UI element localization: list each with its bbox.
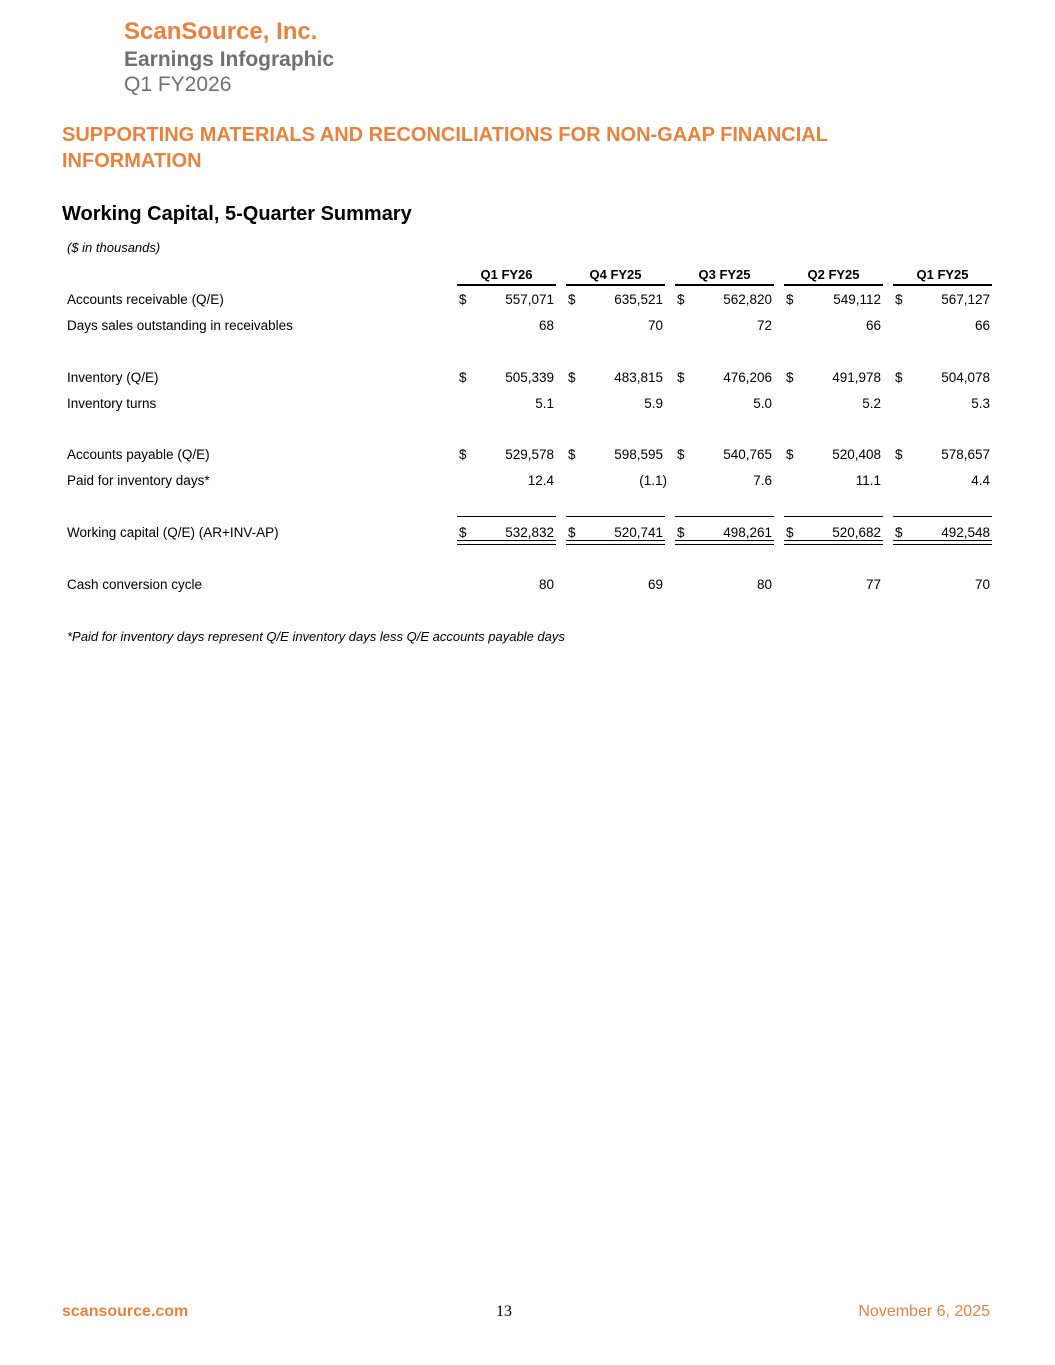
table-cell: 5.3 — [971, 396, 990, 411]
currency-symbol: $ — [677, 292, 685, 307]
table-cell: 504,078 — [941, 370, 990, 385]
table-cell: 476,206 — [723, 370, 772, 385]
table-cell: 5.0 — [753, 396, 772, 411]
table-cell: 70 — [647, 318, 663, 333]
currency-symbol: $ — [786, 370, 794, 385]
column-header: Q1 FY26 — [457, 267, 556, 286]
company-name: ScanSource, Inc. — [124, 18, 318, 45]
table-cell: 5.9 — [644, 396, 663, 411]
column-header: Q4 FY25 — [566, 267, 665, 286]
table-cell: (1.1) — [639, 473, 667, 488]
currency-symbol: $ — [786, 292, 794, 307]
currency-symbol: $ — [786, 447, 794, 462]
row-label: Working capital (Q/E) (AR+INV-AP) — [67, 525, 279, 540]
table-cell: 540,765 — [723, 447, 772, 462]
table-cell: 7.6 — [753, 473, 772, 488]
table-cell: 520,741 — [614, 525, 663, 540]
table-cell: 80 — [538, 577, 554, 592]
table-cell: 562,820 — [723, 292, 772, 307]
row-label: Inventory turns — [67, 396, 157, 411]
row-label: Accounts payable (Q/E) — [67, 447, 210, 462]
total-rule-double — [457, 540, 556, 545]
table-cell: 66 — [865, 318, 881, 333]
table-cell: 491,978 — [832, 370, 881, 385]
row-label: Accounts receivable (Q/E) — [67, 292, 224, 307]
row-label: Paid for inventory days* — [67, 473, 210, 488]
currency-symbol: $ — [895, 525, 903, 540]
table-cell: 520,408 — [832, 447, 881, 462]
currency-symbol: $ — [568, 292, 576, 307]
currency-symbol: $ — [459, 370, 467, 385]
table-cell: 557,071 — [505, 292, 554, 307]
currency-symbol: $ — [459, 292, 467, 307]
currency-symbol: $ — [786, 525, 794, 540]
currency-symbol: $ — [677, 447, 685, 462]
table-units: ($ in thousands) — [67, 240, 161, 255]
footer-date: November 6, 2025 — [858, 1303, 990, 1320]
column-header: Q1 FY25 — [893, 267, 992, 286]
table-cell: 498,261 — [723, 525, 772, 540]
table-cell: 567,127 — [941, 292, 990, 307]
table-cell: 532,832 — [505, 525, 554, 540]
table-cell: 80 — [756, 577, 772, 592]
table-title: Working Capital, 5-Quarter Summary — [62, 203, 412, 225]
table-cell: 4.4 — [971, 473, 990, 488]
currency-symbol: $ — [895, 370, 903, 385]
column-header: Q3 FY25 — [675, 267, 774, 286]
currency-symbol: $ — [895, 292, 903, 307]
currency-symbol: $ — [677, 370, 685, 385]
total-rule-double — [675, 540, 774, 545]
table-cell: 598,595 — [614, 447, 663, 462]
total-rule-top — [457, 516, 556, 517]
currency-symbol: $ — [459, 447, 467, 462]
total-rule-double — [566, 540, 665, 545]
table-cell: 520,682 — [832, 525, 881, 540]
table-cell: 492,548 — [941, 525, 990, 540]
column-header: Q2 FY25 — [784, 267, 883, 286]
table-cell: 77 — [865, 577, 881, 592]
row-label: Cash conversion cycle — [67, 577, 203, 592]
table-cell: 5.1 — [535, 396, 554, 411]
table-cell: 72 — [756, 318, 772, 333]
table-cell: 635,521 — [614, 292, 663, 307]
footnote: *Paid for inventory days represent Q/E inventory days less Q/E accounts payable days — [67, 629, 565, 644]
table-cell: 12.4 — [527, 473, 554, 488]
footer-website[interactable]: scansource.com — [62, 1303, 189, 1320]
table-cell: 70 — [974, 577, 990, 592]
footer-page-number: 13 — [496, 1303, 512, 1320]
table-cell: 505,339 — [505, 370, 554, 385]
total-rule-top — [675, 516, 774, 517]
row-label: Days sales outstanding in receivables — [67, 318, 293, 333]
section-heading: SUPPORTING MATERIALS AND RECONCILIATIONS FOR NON-GAAP FINANCIAL INFORMATION — [62, 124, 828, 172]
document-period: Q1 FY2026 — [124, 73, 232, 96]
currency-symbol: $ — [568, 525, 576, 540]
table-cell: 5.2 — [862, 396, 881, 411]
total-rule-double — [893, 540, 992, 545]
total-rule-double — [784, 540, 883, 545]
table-cell: 529,578 — [505, 447, 554, 462]
table-cell: 11.1 — [855, 473, 881, 488]
table-cell: 483,815 — [614, 370, 663, 385]
total-rule-top — [784, 516, 883, 517]
table-cell: 578,657 — [941, 447, 990, 462]
table-cell: 549,112 — [833, 292, 881, 307]
total-rule-top — [893, 516, 992, 517]
currency-symbol: $ — [459, 525, 467, 540]
currency-symbol: $ — [677, 525, 685, 540]
table-cell: 66 — [974, 318, 990, 333]
total-rule-top — [566, 516, 665, 517]
table-cell: 69 — [647, 577, 663, 592]
currency-symbol: $ — [568, 370, 576, 385]
document-title: Earnings Infographic — [124, 48, 335, 71]
table-cell: 68 — [538, 318, 554, 333]
currency-symbol: $ — [568, 447, 576, 462]
row-label: Inventory (Q/E) — [67, 370, 159, 385]
currency-symbol: $ — [895, 447, 903, 462]
